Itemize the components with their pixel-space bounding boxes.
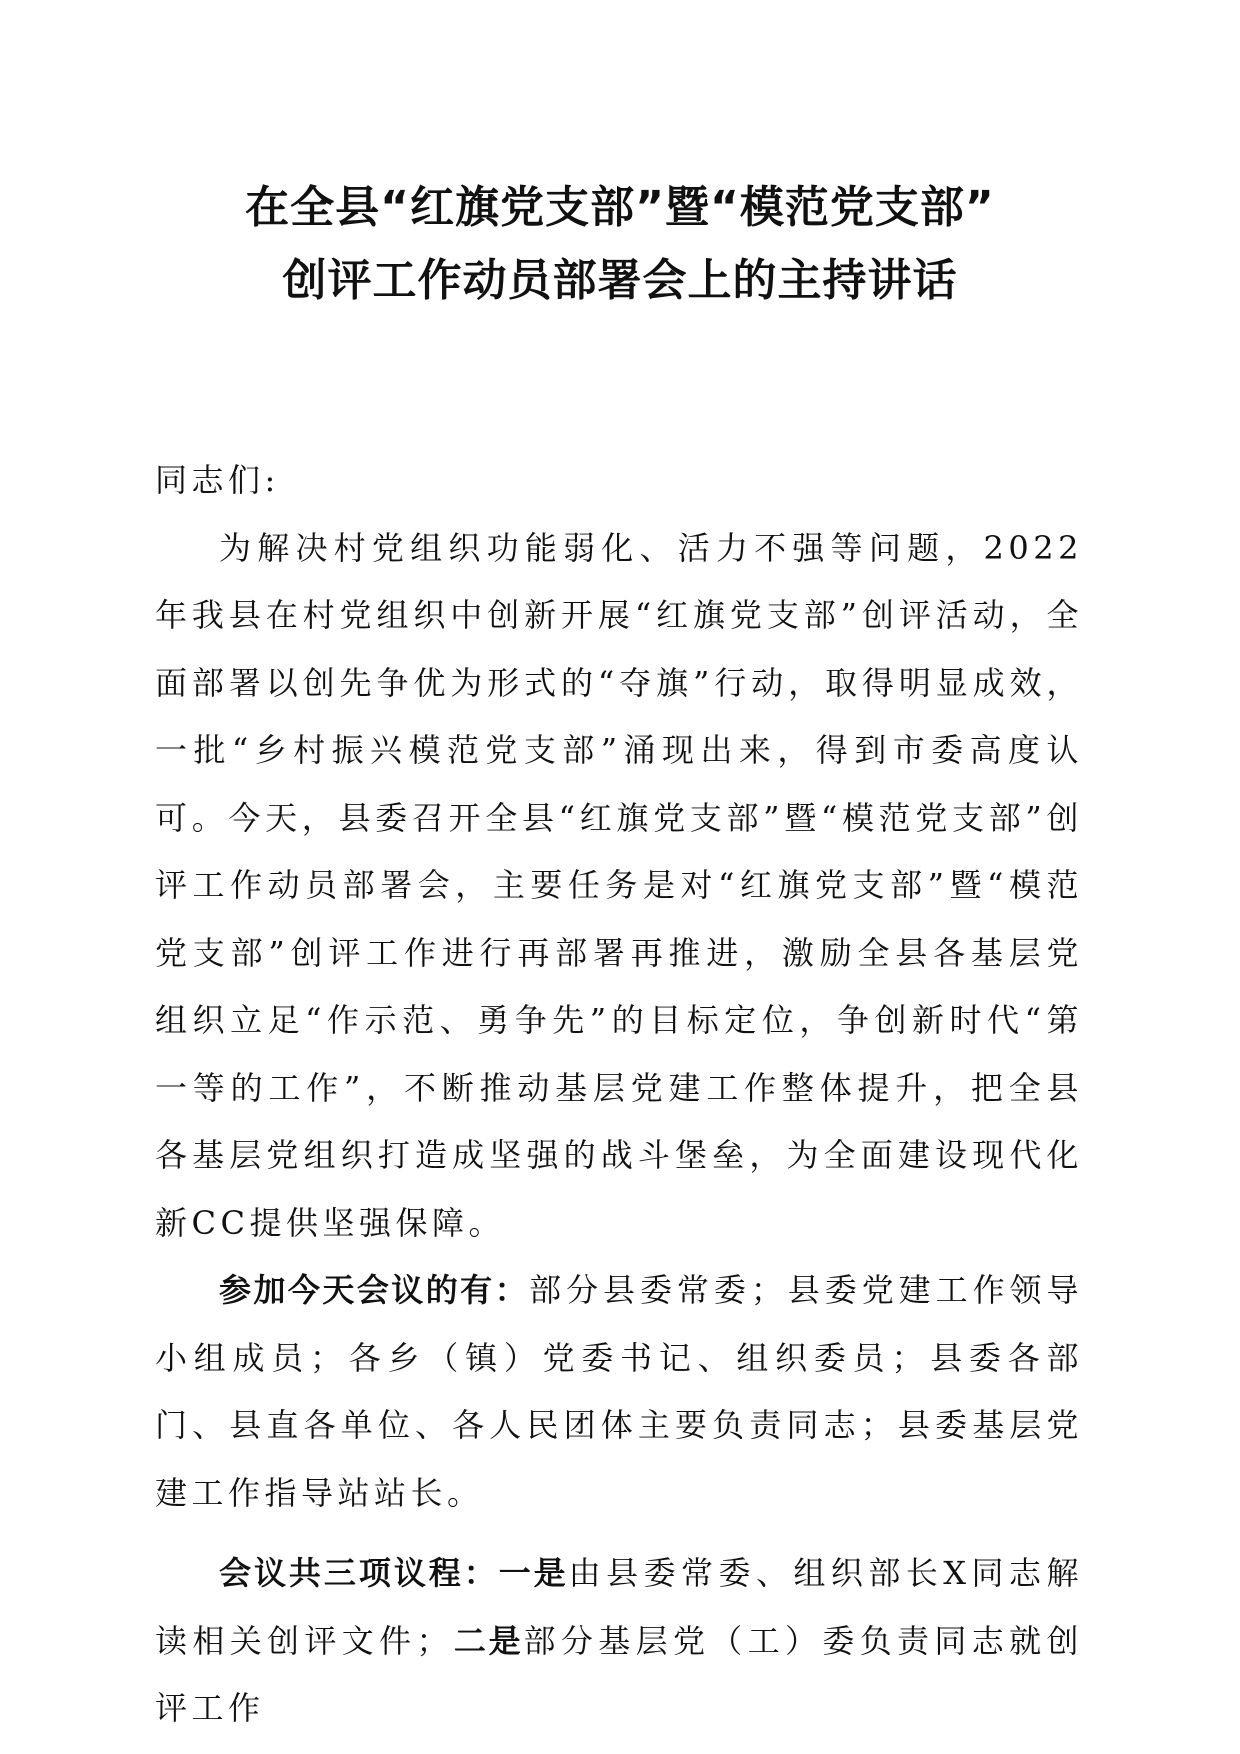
attendees-lead: 参加今天会议的有： <box>219 1271 530 1309</box>
document-title-line-2: 创评工作动员部署会上的主持讲话 <box>282 255 958 306</box>
attendees-list: 部分县委常委；县委党建工作领导小组成员；各乡（镇）党委书记、组织委员；县委各部门、县直各单位、各人民团体主要负责同志；县委基层党建工作指导站站长。 <box>155 1271 1083 1512</box>
document-title-line-1: 在全县“红旗党支部”暨“模范党支部” <box>245 182 995 233</box>
salutation: 同志们: <box>155 461 280 499</box>
agenda-item-2-text: 部分基层党（工）委负责同志就创评工作 <box>155 1621 1083 1727</box>
document-body <box>155 447 1083 1743</box>
agenda-lead: 会议共三项议程： <box>219 1554 499 1592</box>
paragraph-opening: 为解决村党组织功能弱化、活力不强等问题，2022年我县在村党组织中创新开展“红旗党支部”创评活动，全面部署以创先争优为形式的“夺旗”行动，取得明显成效，一批“乡村振兴模范党支部”涌现出来，得到市委高度认可。今天，县委召开全县“红旗党支部”暨“模范党支部”创评工作动员部署会，主要任务是对“红旗党支部”暨“模范党支部”创评工作进行再部署再推进，激励全县各基层党组织立足“作示范、勇争先”的目标定位，争创新时代“第一等的工作”，不断推动基层党建工作整体提升，把全县各基层党组织打造成坚强的战斗堡垒，为全面建设现代化新CC提供坚强保障。 <box>155 528 1083 1242</box>
agenda-item-1-label: 一是 <box>498 1554 569 1592</box>
paragraph-agenda <box>155 1540 1083 1743</box>
agenda-item-2-label: 二是 <box>452 1621 524 1660</box>
agenda-item-1-text: 由县委常委、组织部长X同志解读相关创评文件； <box>155 1554 1083 1660</box>
paragraph-attendees <box>155 1257 1083 1527</box>
